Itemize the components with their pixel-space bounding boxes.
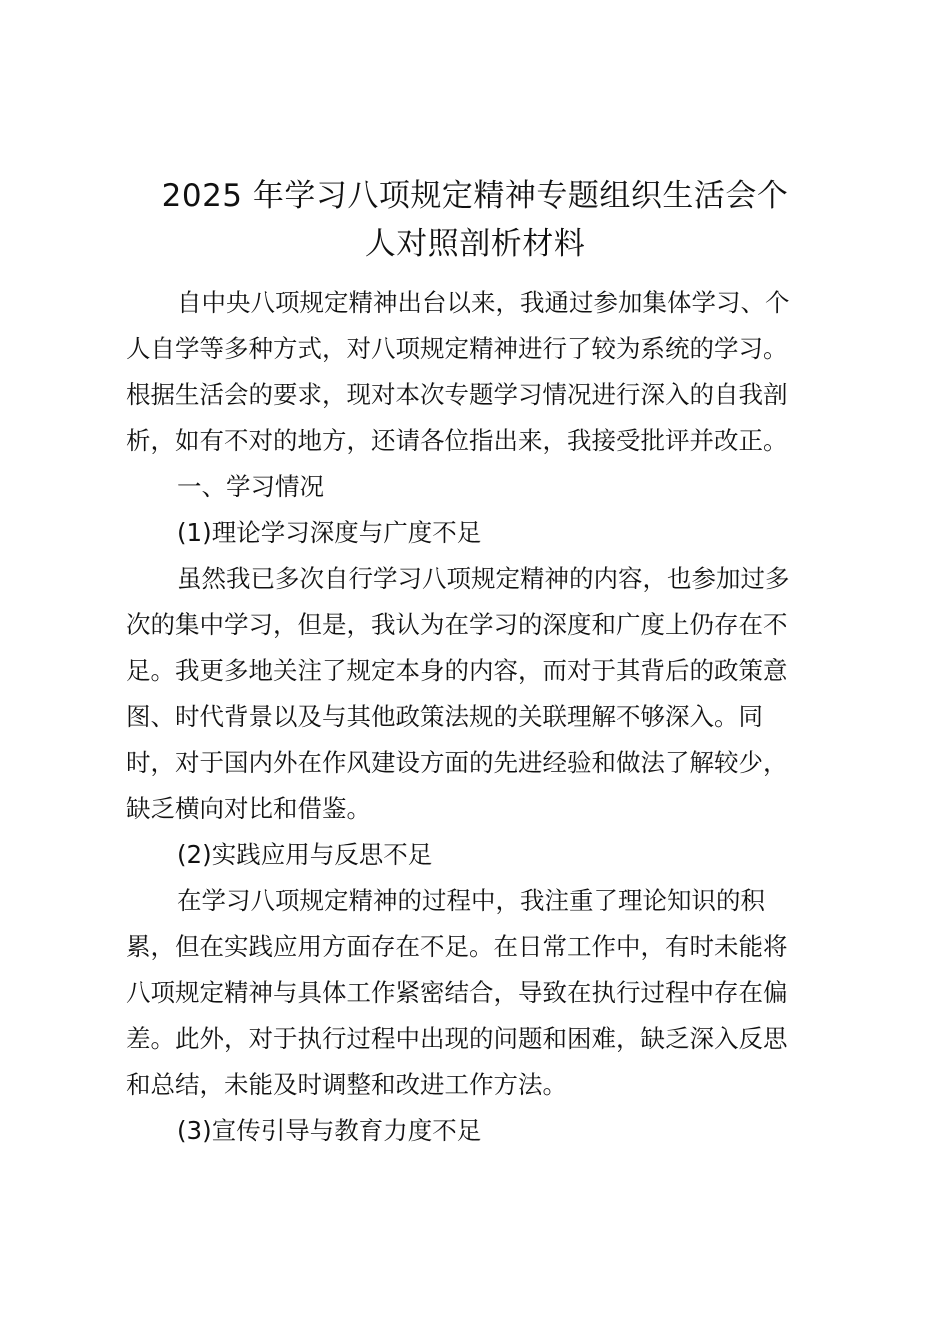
- text-line: 差。此外，对于执行过程中出现的问题和困难，缺乏深入反思: [126, 1024, 788, 1053]
- text-line: 在学习八项规定精神的过程中，我注重了理论知识的积: [177, 886, 765, 915]
- subsection-heading: (3)宣传引导与教育力度不足: [177, 1116, 482, 1145]
- text-line: 人自学等多种方式，对八项规定精神进行了较为系统的学习。: [126, 334, 788, 363]
- title-line: 2025 年学习八项规定精神专题组织生活会个: [161, 178, 789, 214]
- subsection-heading: (1)理论学习深度与广度不足: [177, 518, 482, 547]
- text-line: 根据生活会的要求，现对本次专题学习情况进行深入的自我剖: [126, 380, 788, 409]
- intro-paragraph: [126, 280, 820, 464]
- subsection-paragraph: [126, 878, 820, 1108]
- text-line: 析，如有不对的地方，还请各位指出来，我接受批评并改正。: [126, 426, 788, 455]
- text-line: 累，但在实践应用方面存在不足。在日常工作中，有时未能将: [126, 932, 788, 961]
- text-line: 八项规定精神与具体工作紧密结合，导致在执行过程中存在偏: [126, 978, 788, 1007]
- title-line: 人对照剖析材料: [364, 226, 586, 262]
- subsection-paragraph: [126, 556, 820, 832]
- text-line: 次的集中学习，但是，我认为在学习的深度和广度上仍存在不: [126, 610, 788, 639]
- text-line: 虽然我已多次自行学习八项规定精神的内容，也参加过多: [177, 564, 790, 593]
- text-line: 缺乏横向对比和借鉴。: [126, 794, 371, 823]
- subsection-heading: (2)实践应用与反思不足: [177, 840, 433, 869]
- section-heading: 一、学习情况: [177, 472, 324, 501]
- document-body: [126, 280, 820, 1154]
- text-line: 自中央八项规定精神出台以来，我通过参加集体学习、个: [177, 288, 790, 317]
- document-title: [0, 172, 950, 268]
- text-line: 和总结，未能及时调整和改进工作方法。: [126, 1070, 567, 1099]
- text-line: 时，对于国内外在作风建设方面的先进经验和做法了解较少，: [126, 748, 788, 777]
- text-line: 图、时代背景以及与其他政策法规的关联理解不够深入。同: [126, 702, 763, 731]
- text-line: 足。我更多地关注了规定本身的内容，而对于其背后的政策意: [126, 656, 788, 685]
